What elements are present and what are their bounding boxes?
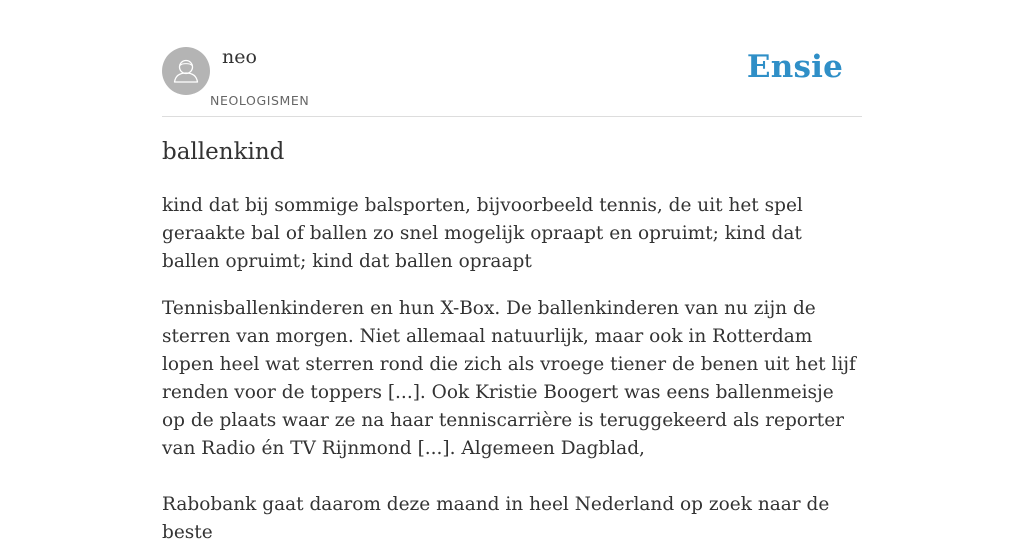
entry-example: Tennisballenkinderen en hun X-Box. De ballenkinderen van nu zijn de sterren van morgen. Niet allemaal natuurlijk, maar ook in Rotterdam lopen heel wat sterren rond die zich als vroege tiener de benen uit het lijf renden voor de toppers [...]. Ook Kristie Boogert was eens ballenmeisje op de plaats waar ze na haar tenniscarrière is teruggekeerd als reporter van Radio én TV Rijnmond [...]. Algemeen Dagblad, Rabobank gaat daarom deze maand in heel Nederland op zoek naar de beste	[162, 298, 856, 543]
user-icon	[162, 47, 210, 95]
username-link[interactable]: neo	[222, 46, 257, 68]
entry-definition: kind dat bij sommige balsporten, bijvoorbeeld tennis, de uit het spel geraakte bal of ballen zo snel mogelijk opraapt en opruimt; kind dat ballen opruimt; kind dat ballen opraapt	[162, 195, 803, 272]
entry-header	[162, 0, 862, 117]
entry-title: ballenkind	[162, 139, 285, 165]
ensie-logo[interactable]: Ensie	[746, 49, 843, 85]
page-content	[162, 0, 862, 543]
collection-label[interactable]: NEOLOGISMEN	[210, 93, 310, 108]
avatar[interactable]	[162, 47, 210, 95]
